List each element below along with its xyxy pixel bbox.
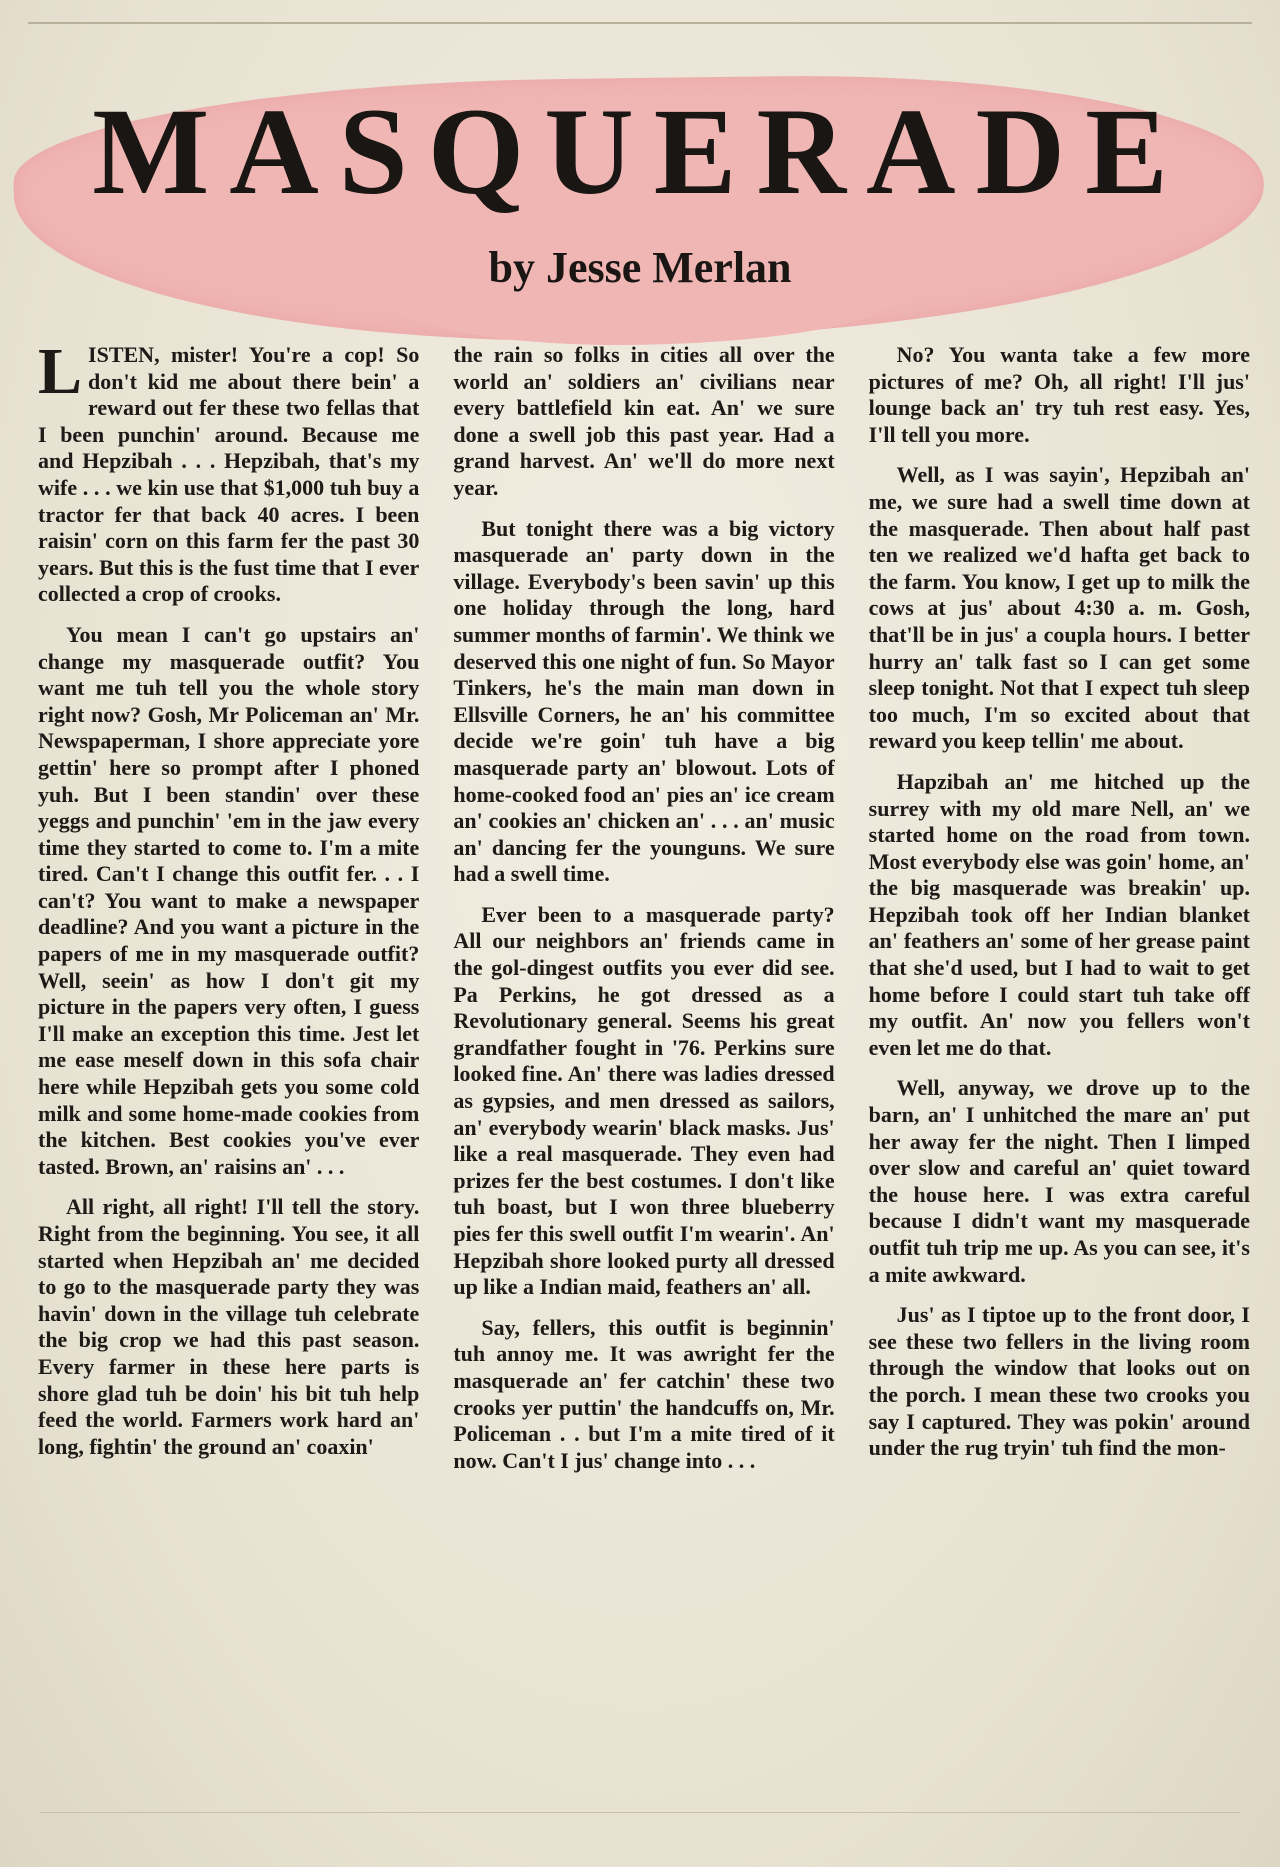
column-2 — [453, 342, 834, 1804]
paragraph: Say, fellers, this outfit is beginnin' tuh annoy me. It was awright fer the masquerade an' fer catchin' these two crooks yer puttin' the handcuffs on, Mr. Policeman . . but I'm a mite tired of it now. Can't I jus' change into . . . — [453, 1314, 835, 1473]
drop-cap: L — [38, 335, 83, 408]
paragraph: No? You wanta take a few more pictures of me? Oh, all right! I'll jus' lounge back an' try tuh rest easy. Yes, I'll tell you more. — [868, 342, 1250, 447]
paragraph: Jus' as I tiptoe up to the front door, I see these two fellers in the living room through the window that looks out on the porch. I mean these two crooks you say I captured. They was pokin' around under the rug tryin' tuh find the mon- — [868, 1302, 1250, 1461]
bottom-border-rule — [40, 1812, 1240, 1813]
paragraph — [38, 335, 420, 608]
column-1 — [38, 335, 420, 1804]
paragraph: Hapzibah an' me hitched up the surrey with my old mare Nell, an' we started home on the road from town. Most everybody else was goin' home, an' the big masquerade was breakin' up. Hepzibah took off her Indian blanket an' feathers an' some of her grease paint that she'd used, but I had to wait to get home before I could start tuh take off my outfit. An' now you fellers won't even let me do that. — [868, 768, 1250, 1060]
story-title: MASQUERADE — [92, 83, 1188, 220]
paragraph: You mean I can't go upstairs an' change my masquerade outfit? You want me tuh tell you the whole story right now? Gosh, Mr Policeman an' Mr. Newspaperman, I shore appreciate yore gettin' here so prompt after I phoned yuh. But I been standin' over these yeggs and punchin' 'em in the jaw every time they started to come to. I'm a mite tired. Can't I change this outfit fer. . . I can't? You want to make a newspaper deadline? And you want a picture in the papers of me in my masquerade outfit? Well, seein' as how I don't git my picture in the papers very often, I guess I'll make an exception this time. Jest let me ease meself down in this sofa chair here while Hepzibah gets you some cold milk and some home-made cookies from the kitchen. Best cookies you've ever tasted. Brown, an' raisins an' . . . — [38, 621, 420, 1179]
paragraph: Well, as I was sayin', Hepzibah an' me, we sure had a swell time down at the masquerade. Then about half past ten we realized we'd hafta get back to the farm. You know, I get up to milk the cows at jus' about 4:30 a. m. Gosh, that'll be in jus' a coupla hours. I better hurry an' talk fast so I can get some sleep tonight. Not that I expect tuh sleep too much, I'm so excited about that reward you keep tellin' me about. — [868, 462, 1250, 754]
paragraph: But tonight there was a big victory masquerade an' party down in the village. Everybody's been savin' up this one holiday through the long, hard summer months of farmin'. We think we deserved this one night of fun. So Mayor Tinkers, he's the main man down in Ellsville Corners, he an' his committee decide we're goin' tuh have a big masquerade party an' blowout. Lots of home-cooked food an' pies an' ice cream an' cookies an' chicken an' . . . an' music an' dancing fer the younguns. We sure had a swell time. — [453, 515, 835, 887]
paragraph-text: ISTEN, mister! You're a cop! So don't kid me about there bein' a reward out fer these two fellas that I been punchin' around. Because me and Hepzibah . . . Hepzibah, that's my wife . . . we kin use that $1,000 tuh buy a tractor fer that back 40 acres. I been raisin' corn on this farm fer the past 30 years. But this is the fust time that I ever collected a crop of crooks. — [38, 342, 420, 607]
column-3 — [869, 342, 1250, 1804]
top-border-rule — [28, 22, 1252, 24]
text-columns — [38, 335, 1250, 1804]
paragraph: the rain so folks in cities all over the world an' soldiers an' civilians near every battlefield kin eat. An' we sure done a swell job this past year. Had a grand harvest. An' we'll do more next year. — [453, 342, 835, 500]
paragraph: Well, anyway, we drove up to the barn, an' I unhitched the mare an' put her away fer the night. Then I limped over slow and careful an' quiet toward the house here. I was extra careful because I didn't want my masquerade outfit tuh trip me up. As you can see, it's a mite awkward. — [868, 1075, 1250, 1287]
paragraph: All right, all right! I'll tell the story. Right from the beginning. You see, it all started when Hepzibah an' me decided to go to the masquerade party they was havin' down in the village tuh celebrate the big crop we had this past season. Every farmer in these here parts is shore glad tuh be doin' his bit tuh help feed the world. Farmers work hard an' long, fightin' the ground an' coaxin' — [38, 1194, 420, 1459]
paragraph: Ever been to a masquerade party? All our neighbors an' friends came in the gol-dingest outfits you ever did see. Pa Perkins, he got dressed as a Revolutionary general. Seems his great grandfather fought in '76. Perkins sure looked fine. An' there was ladies dressed as gypsies, and men dressed as sailors, an' everybody wearin' black masks. Jus' like a real masquerade. They even had prizes fer the best costumes. I don't like tuh boast, but I won three blueberry pies fer this swell outfit I'm wearin'. An' Hepzibah shore looked purty all dressed up like a Indian maid, feathers an' all. — [453, 901, 835, 1300]
story-byline: by Jesse Merlan — [488, 243, 792, 292]
